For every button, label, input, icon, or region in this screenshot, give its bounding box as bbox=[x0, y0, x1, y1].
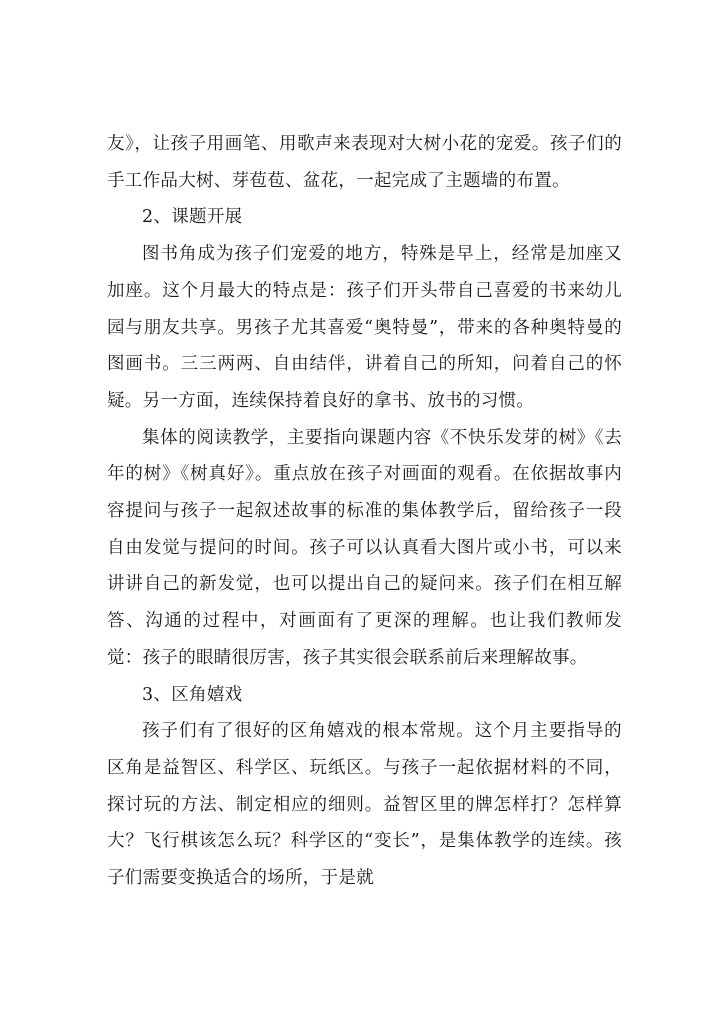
paragraph-continuation: 友》，让孩子用画笔、用歌声来表现对大树小花的宠爱。孩子们的手工作品大树、芽苞苞、盆花，一起完成了主题墙的布置。 bbox=[107, 134, 622, 191]
paragraph-group-reading: 集体的阅读教学，主要指向课题内容《不快乐发芽的树》《去年的树》《树真好》。重点放在孩子对画面的观看。在依据故事内容提问与孩子一起叙述故事的标准的集体教学后，留给孩子一段自由发觉与提问的时间。孩子可以认真看大图片或小书，可以来讲讲自己的新发觉，也可以提出自己的疑问来。孩子们在相互解答、沟通的过程中，对画面有了更深的理解。也让我们教师发觉：孩子的眼睛很厉害，孩子其实很会联系前后来理解故事。 bbox=[107, 427, 622, 668]
paragraph-corner-play: 孩子们有了很好的区角嬉戏的根本常规。这个月主要指导的区角是益智区、科学区、玩纸区。与孩子一起依据材料的不同，探讨玩的方法、制定相应的细则。益智区里的牌怎样打？怎样算大？飞行棋该怎么玩？科学区的“变长”，是集体教学的连续。孩子们需要变换适合的场所，于是就 bbox=[107, 721, 622, 889]
section-heading-2: 2、课题开展 bbox=[142, 207, 243, 228]
section-heading-3: 3、区角嬉戏 bbox=[142, 684, 243, 705]
paragraph-reading-corner: 图书角成为孩子们宠爱的地方，特殊是早上，经常是加座又加座。这个月最大的特点是：孩子们开头带自己喜爱的书来幼儿园与朋友共享。男孩子尤其喜爱“奥特曼”，带来的各种奥特曼的图画书。三三两两、自由结伴，讲着自己的所知，问着自己的怀疑。另一方面，连续保持着良好的拿书、放书的习惯。 bbox=[107, 244, 622, 411]
document-body bbox=[107, 126, 622, 897]
